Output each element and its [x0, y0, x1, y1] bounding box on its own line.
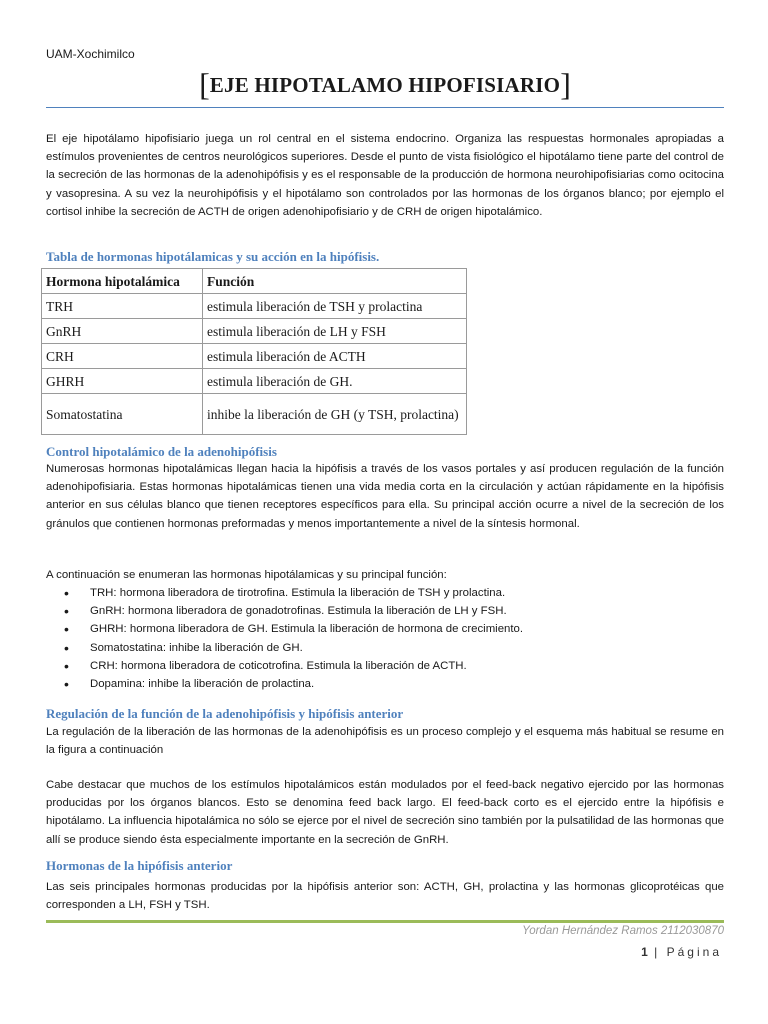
page-label: Página [666, 945, 722, 959]
regulation-paragraph-1: La regulación de la liberación de las hormonas de la adenohipófisis es un proceso complejo y el esquema más habitual se resume en la figura a continuación [46, 726, 724, 757]
list-item: • TRH: hormona liberadora de tirotrofina. Estimula la liberación de TSH y prolactina. [62, 584, 722, 602]
list-item: • Somatostatina: inhibe la liberación de GH. [62, 639, 722, 657]
anterior-heading: Hormonas de la hipófisis anterior [46, 858, 233, 873]
header-organization: UAM-Xochimilco [46, 47, 135, 61]
footer-author: Yordan Hernández Ramos 2112030870 [522, 925, 724, 937]
document-title [46, 66, 724, 103]
table-cell-hormone: TRH [42, 294, 203, 319]
table-heading: Tabla de hormonas hipotálamicas y su acción en la hipófisis. [46, 249, 380, 264]
table-header-cell: Hormona hipotalámica [42, 269, 203, 294]
table-cell-function: estimula liberación de ACTH [203, 344, 467, 369]
regulation-paragraph-2: Cabe destacar que muchos de los estímulos hipotalámicos están modulados por el feed-back negativo ejercido por las hormonas producidas por los órganos blancos. Esto se denomina feed back largo. El feed-back corto es el ejercido entre la hipófisis e hipotálamo. La influencia hipotalámica no sólo se ejerce por el nivel de secreción sino también por la pulsatilidad de las hormonas que allí se produce siendo ésta especialmente importante en la secreción de GnRH. [46, 779, 724, 846]
title-close-bracket: ] [560, 66, 571, 102]
page-separator: | [654, 945, 661, 959]
page-number: 1 [641, 945, 648, 959]
list-item: • GnRH: hormona liberadora de gonadotrofinas. Estimula la liberación de LH y FSH. [62, 602, 722, 620]
table-cell-function: estimula liberación de GH. [203, 369, 467, 394]
table-row [42, 294, 467, 319]
table-row [42, 394, 467, 435]
hormone-table [41, 268, 467, 435]
table-row [42, 344, 467, 369]
table-cell-hormone: GnRH [42, 319, 203, 344]
control-heading: Control hipotalámico de la adenohipófisis [46, 444, 277, 459]
footer-divider [46, 920, 724, 923]
list-item: • GHRH: hormona liberadora de GH. Estimula la liberación de hormona de crecimiento. [62, 620, 722, 638]
title-open-bracket: [ [199, 66, 210, 102]
table-row [42, 319, 467, 344]
table-cell-function: inhibe la liberación de GH (y TSH, prolactina) [203, 394, 467, 435]
table-row [42, 369, 467, 394]
control-paragraph: Numerosas hormonas hipotalámicas llegan hacia la hipófisis a través de los vasos portales y así producen regulación de la función adenohipofisiaria. Estas hormonas hipotalámicas tienen una vida media corta en la circulación y actúan rápidamente en la hipófisis anterior en sus células blanco que tienen receptores específicos para ella. Su principal acción ocurre a nivel de la secreción de los gránulos que contienen hormonas preformadas y menos importantemente a nivel de la síntesis hormonal. [46, 463, 724, 530]
hormone-list [62, 584, 722, 693]
title-divider [46, 107, 724, 108]
table-cell-hormone: GHRH [42, 369, 203, 394]
list-item: • Dopamina: inhibe la liberación de prolactina. [62, 675, 722, 693]
intro-paragraph: El eje hipotálamo hipofisiario juega un rol central en el sistema endocrino. Organiza las respuestas hormonales apropiadas a estímulos provenientes de centros neurológicos superiores. Desde el punto de vista fisiológico el hipotálamo tiene parte del control de la secreción de las hormonas de la adenohipófisis y es el responsable de la producción de hormona neurohipofisiarias como ocitocina y vasopresina. A su vez la neurohipófisis y el hipotálamo son controlados por las hormonas de los órganos blanco; por ejemplo el cortisol inhibe la secreción de ACTH de origen adenohipofisiario y de CRH de origen hipotalámico. [46, 133, 724, 218]
footer-page-number [641, 945, 722, 959]
list-item: • CRH: hormona liberadora de coticotrofina. Estimula la liberación de ACTH. [62, 657, 722, 675]
table-header-cell: Función [203, 269, 467, 294]
title-text: EJE HIPOTALAMO HIPOFISIARIO [209, 73, 561, 97]
regulation-heading: Regulación de la función de la adenohipófisis y hipófisis anterior [46, 706, 404, 721]
table-cell-function: estimula liberación de TSH y prolactina [203, 294, 467, 319]
table-cell-function: estimula liberación de LH y FSH [203, 319, 467, 344]
table-header-row [42, 269, 467, 294]
list-intro: A continuación se enumeran las hormonas hipotálamicas y su principal función: [46, 569, 447, 581]
table-cell-hormone: Somatostatina [42, 394, 203, 435]
anterior-paragraph: Las seis principales hormonas producidas por la hipófisis anterior son: ACTH, GH, prolactina y las hormonas glicoprotéicas que corresponden a LH, FSH y TSH. [46, 881, 724, 912]
table-cell-hormone: CRH [42, 344, 203, 369]
